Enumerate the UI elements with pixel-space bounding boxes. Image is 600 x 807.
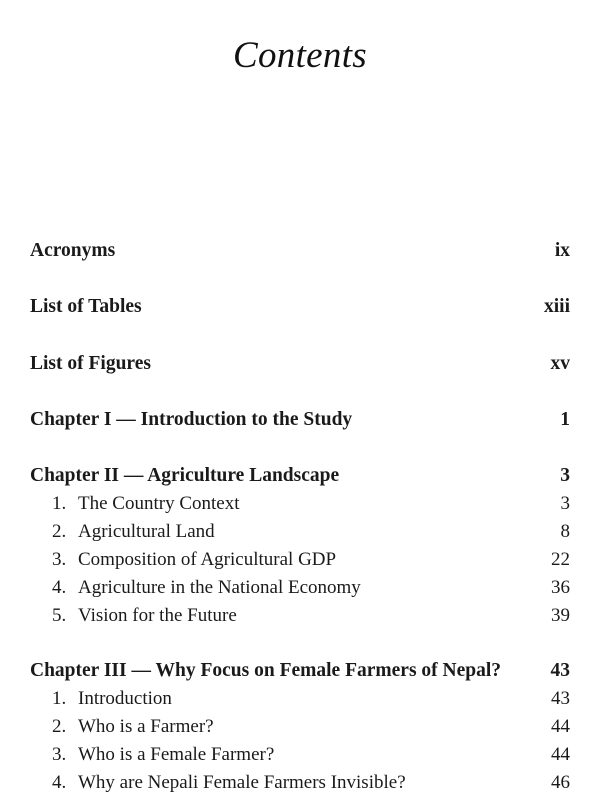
toc-section[interactable] [30,688,570,714]
toc-entry-label: Chapter III — Why Focus on Female Farmers of Nepal? [30,660,502,681]
toc-section-page: 3 [560,493,570,514]
toc-section-page: 8 [560,521,570,542]
toc-section-number: 2. [52,716,67,737]
toc-entry-list-of-figures[interactable] [30,353,570,379]
toc-section-number: 4. [52,577,67,598]
toc-entry-page: ix [554,240,570,261]
toc-section-number: 5. [52,605,67,626]
toc-entry-label: Chapter I — Introduction to the Study [30,409,353,430]
toc-entry-page: 3 [560,465,570,486]
toc-section[interactable] [30,577,570,603]
toc-entry-list-of-tables[interactable] [30,296,570,322]
toc-section-page: 43 [551,688,570,709]
toc-entry-chapter-2[interactable] [30,465,570,491]
toc-entry-acronyms[interactable] [30,240,570,266]
toc-section-label: Composition of Agricultural GDP [78,549,337,570]
toc-section[interactable] [30,716,570,742]
toc-section-label: The Country Context [78,493,240,514]
toc-section-page: 22 [551,549,570,570]
page-title: Contents [233,35,367,76]
toc-section[interactable] [30,772,570,798]
toc-entry-page: xiii [543,296,570,317]
toc-section[interactable] [30,521,570,547]
toc-entry-page: 1 [560,409,570,430]
toc-section-number: 1. [52,688,67,709]
toc-section[interactable] [30,744,570,770]
toc-section[interactable] [30,549,570,575]
toc-section-label: Vision for the Future [78,605,237,626]
toc-entry-label: Chapter II — Agriculture Landscape [30,465,340,486]
toc-section-page: 39 [551,605,570,626]
toc-section[interactable] [30,605,570,631]
toc-section-page: 44 [551,744,570,765]
toc-section-number: 4. [52,772,67,793]
toc-entry-page: 43 [550,660,570,681]
toc-section-label: Why are Nepali Female Farmers Invisible? [78,772,406,793]
toc-section-number: 3. [52,549,67,570]
toc-section-page: 36 [551,577,570,598]
toc-section-label: Agriculture in the National Economy [78,577,361,598]
toc-section-page: 46 [551,772,570,793]
toc-entry-label: Acronyms [30,240,116,261]
toc-section-label: Who is a Female Farmer? [78,744,275,765]
toc-entry-label: List of Tables [30,296,142,317]
toc-section-label: Introduction [78,688,172,709]
toc-section[interactable] [30,493,570,519]
toc-section-page: 44 [551,716,570,737]
toc-section-number: 1. [52,493,67,514]
toc-section-number: 2. [52,521,67,542]
toc-section-label: Who is a Farmer? [78,716,214,737]
toc-section-number: 3. [52,744,67,765]
toc-entry-chapter-1[interactable] [30,409,570,435]
toc-section-label: Agricultural Land [78,521,215,542]
toc-entry-page: xv [550,353,570,374]
toc-entry-label: List of Figures [30,353,151,374]
toc-entry-chapter-3[interactable] [30,660,570,686]
